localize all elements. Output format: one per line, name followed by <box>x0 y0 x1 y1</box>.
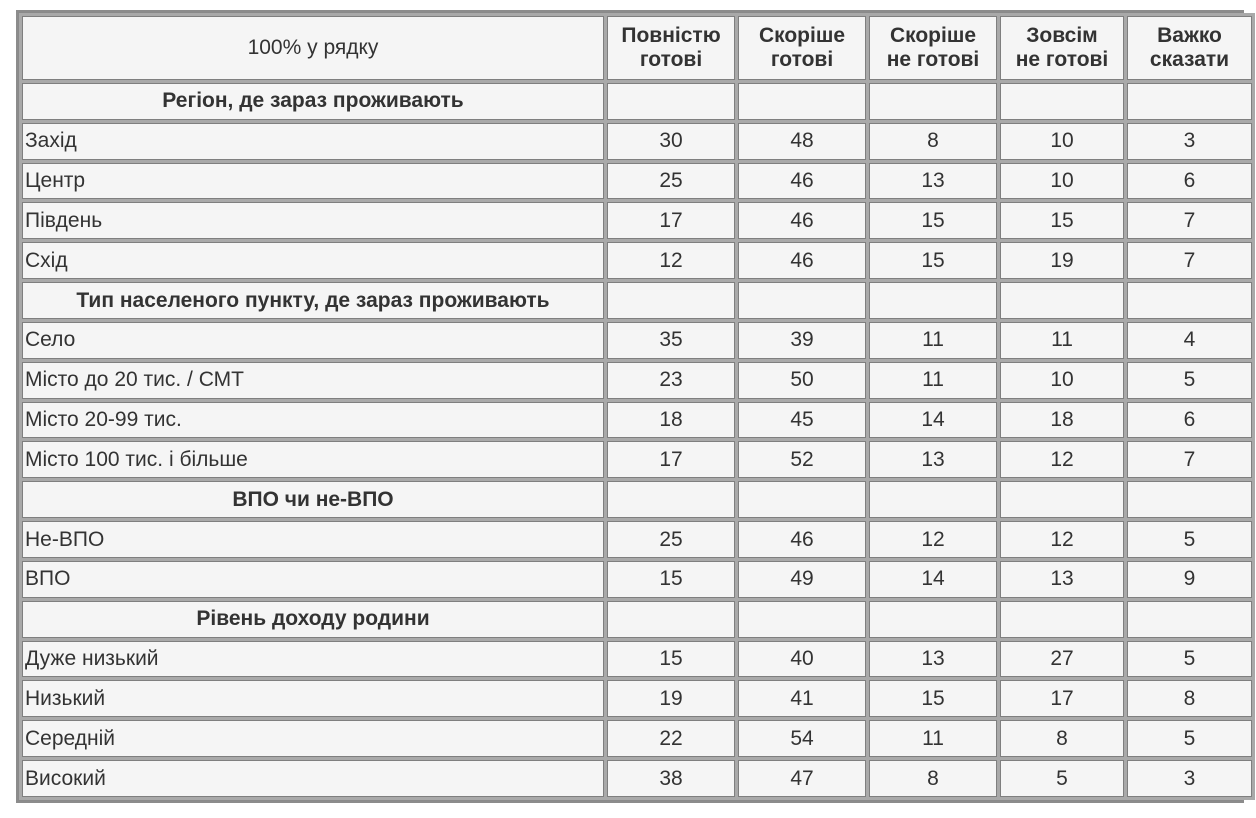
column-header-rather-ready <box>738 16 866 80</box>
column-header-line: Повністю <box>621 24 721 47</box>
row-label: Захід <box>22 123 604 160</box>
value-cell: 17 <box>607 202 735 239</box>
empty-cell <box>1000 601 1124 638</box>
row-label: Низький <box>22 680 604 717</box>
value-cell: 6 <box>1127 402 1252 439</box>
value-cell: 12 <box>1000 441 1124 478</box>
value-cell: 23 <box>607 362 735 399</box>
table-row <box>22 202 1252 239</box>
section-row <box>22 282 1252 319</box>
empty-cell <box>869 83 997 120</box>
value-cell: 4 <box>1127 322 1252 359</box>
table-row <box>22 163 1252 200</box>
value-cell: 48 <box>738 123 866 160</box>
value-cell: 11 <box>869 362 997 399</box>
column-header-line: Скоріше <box>889 24 977 47</box>
value-cell: 54 <box>738 720 866 757</box>
value-cell: 5 <box>1127 720 1252 757</box>
value-cell: 18 <box>607 402 735 439</box>
value-cell: 13 <box>869 641 997 678</box>
value-cell: 14 <box>869 561 997 598</box>
table-row <box>22 680 1252 717</box>
column-header-hard-to-say <box>1127 16 1252 80</box>
value-cell: 5 <box>1127 521 1252 558</box>
row-label: Центр <box>22 163 604 200</box>
value-cell: 52 <box>738 441 866 478</box>
value-cell: 12 <box>1000 521 1124 558</box>
value-cell: 18 <box>1000 402 1124 439</box>
value-cell: 15 <box>607 561 735 598</box>
column-header-line: не готові <box>886 48 980 71</box>
value-cell: 40 <box>738 641 866 678</box>
column-header-line: Важко <box>1157 24 1222 47</box>
value-cell: 10 <box>1000 362 1124 399</box>
section-title: Тип населеного пункту, де зараз проживають <box>22 282 604 319</box>
section-title: ВПО чи не-ВПО <box>22 481 604 518</box>
empty-cell <box>869 601 997 638</box>
table-body <box>22 83 1252 797</box>
value-cell: 3 <box>1127 760 1252 797</box>
empty-cell <box>869 481 997 518</box>
value-cell: 12 <box>869 521 997 558</box>
empty-cell <box>1127 83 1252 120</box>
section-title: Регіон, де зараз проживають <box>22 83 604 120</box>
value-cell: 10 <box>1000 163 1124 200</box>
corner-header: 100% у рядку <box>22 16 604 80</box>
value-cell: 13 <box>1000 561 1124 598</box>
value-cell: 10 <box>1000 123 1124 160</box>
table-row <box>22 322 1252 359</box>
header-row <box>22 16 1252 80</box>
value-cell: 7 <box>1127 202 1252 239</box>
value-cell: 8 <box>1127 680 1252 717</box>
table-row <box>22 123 1252 160</box>
row-label: Середній <box>22 720 604 757</box>
table-row <box>22 641 1252 678</box>
row-label: Місто 100 тис. і більше <box>22 441 604 478</box>
row-label: Схід <box>22 242 604 279</box>
value-cell: 9 <box>1127 561 1252 598</box>
value-cell: 35 <box>607 322 735 359</box>
value-cell: 41 <box>738 680 866 717</box>
row-label: Високий <box>22 760 604 797</box>
value-cell: 13 <box>869 441 997 478</box>
column-header-not-ready-at-all <box>1000 16 1124 80</box>
value-cell: 46 <box>738 242 866 279</box>
value-cell: 6 <box>1127 163 1252 200</box>
value-cell: 39 <box>738 322 866 359</box>
table-row <box>22 441 1252 478</box>
empty-cell <box>1127 601 1252 638</box>
value-cell: 46 <box>738 163 866 200</box>
column-header-fully-ready <box>607 16 735 80</box>
value-cell: 19 <box>607 680 735 717</box>
value-cell: 15 <box>869 680 997 717</box>
value-cell: 17 <box>607 441 735 478</box>
data-table-frame <box>16 10 1244 803</box>
table-row <box>22 561 1252 598</box>
data-table <box>19 13 1255 800</box>
value-cell: 30 <box>607 123 735 160</box>
value-cell: 15 <box>869 202 997 239</box>
empty-cell <box>1127 481 1252 518</box>
section-row <box>22 83 1252 120</box>
value-cell: 45 <box>738 402 866 439</box>
value-cell: 8 <box>869 760 997 797</box>
row-label: Не-ВПО <box>22 521 604 558</box>
row-label: Дуже низький <box>22 641 604 678</box>
value-cell: 5 <box>1000 760 1124 797</box>
empty-cell <box>607 282 735 319</box>
value-cell: 11 <box>869 720 997 757</box>
empty-cell <box>607 83 735 120</box>
section-row <box>22 601 1252 638</box>
table-row <box>22 521 1252 558</box>
value-cell: 25 <box>607 521 735 558</box>
empty-cell <box>607 481 735 518</box>
value-cell: 8 <box>869 123 997 160</box>
value-cell: 5 <box>1127 641 1252 678</box>
empty-cell <box>1000 481 1124 518</box>
section-row <box>22 481 1252 518</box>
row-label: Південь <box>22 202 604 239</box>
value-cell: 15 <box>1000 202 1124 239</box>
section-title: Рівень доходу родини <box>22 601 604 638</box>
row-label: Село <box>22 322 604 359</box>
column-header-line: сказати <box>1149 48 1230 71</box>
table-row <box>22 402 1252 439</box>
value-cell: 27 <box>1000 641 1124 678</box>
value-cell: 8 <box>1000 720 1124 757</box>
value-cell: 47 <box>738 760 866 797</box>
column-header-rather-not-ready <box>869 16 997 80</box>
value-cell: 49 <box>738 561 866 598</box>
value-cell: 46 <box>738 521 866 558</box>
table-row <box>22 242 1252 279</box>
value-cell: 3 <box>1127 123 1252 160</box>
column-header-line: не готові <box>1015 48 1109 71</box>
row-label: ВПО <box>22 561 604 598</box>
value-cell: 7 <box>1127 242 1252 279</box>
value-cell: 11 <box>1000 322 1124 359</box>
value-cell: 38 <box>607 760 735 797</box>
value-cell: 15 <box>607 641 735 678</box>
value-cell: 14 <box>869 402 997 439</box>
table-row <box>22 362 1252 399</box>
value-cell: 22 <box>607 720 735 757</box>
empty-cell <box>1127 282 1252 319</box>
column-header-line: готові <box>770 48 834 71</box>
empty-cell <box>1000 83 1124 120</box>
value-cell: 50 <box>738 362 866 399</box>
column-header-line: Зовсім <box>1026 24 1098 47</box>
column-header-line: Скоріше <box>758 24 846 47</box>
empty-cell <box>738 601 866 638</box>
value-cell: 11 <box>869 322 997 359</box>
empty-cell <box>869 282 997 319</box>
value-cell: 7 <box>1127 441 1252 478</box>
empty-cell <box>738 282 866 319</box>
column-header-line: готові <box>639 48 703 71</box>
value-cell: 5 <box>1127 362 1252 399</box>
empty-cell <box>738 83 866 120</box>
empty-cell <box>1000 282 1124 319</box>
value-cell: 13 <box>869 163 997 200</box>
value-cell: 12 <box>607 242 735 279</box>
value-cell: 19 <box>1000 242 1124 279</box>
row-label: Місто 20-99 тис. <box>22 402 604 439</box>
table-row <box>22 760 1252 797</box>
value-cell: 25 <box>607 163 735 200</box>
empty-cell <box>607 601 735 638</box>
value-cell: 17 <box>1000 680 1124 717</box>
row-label: Місто до 20 тис. / СМТ <box>22 362 604 399</box>
table-row <box>22 720 1252 757</box>
empty-cell <box>738 481 866 518</box>
value-cell: 46 <box>738 202 866 239</box>
value-cell: 15 <box>869 242 997 279</box>
